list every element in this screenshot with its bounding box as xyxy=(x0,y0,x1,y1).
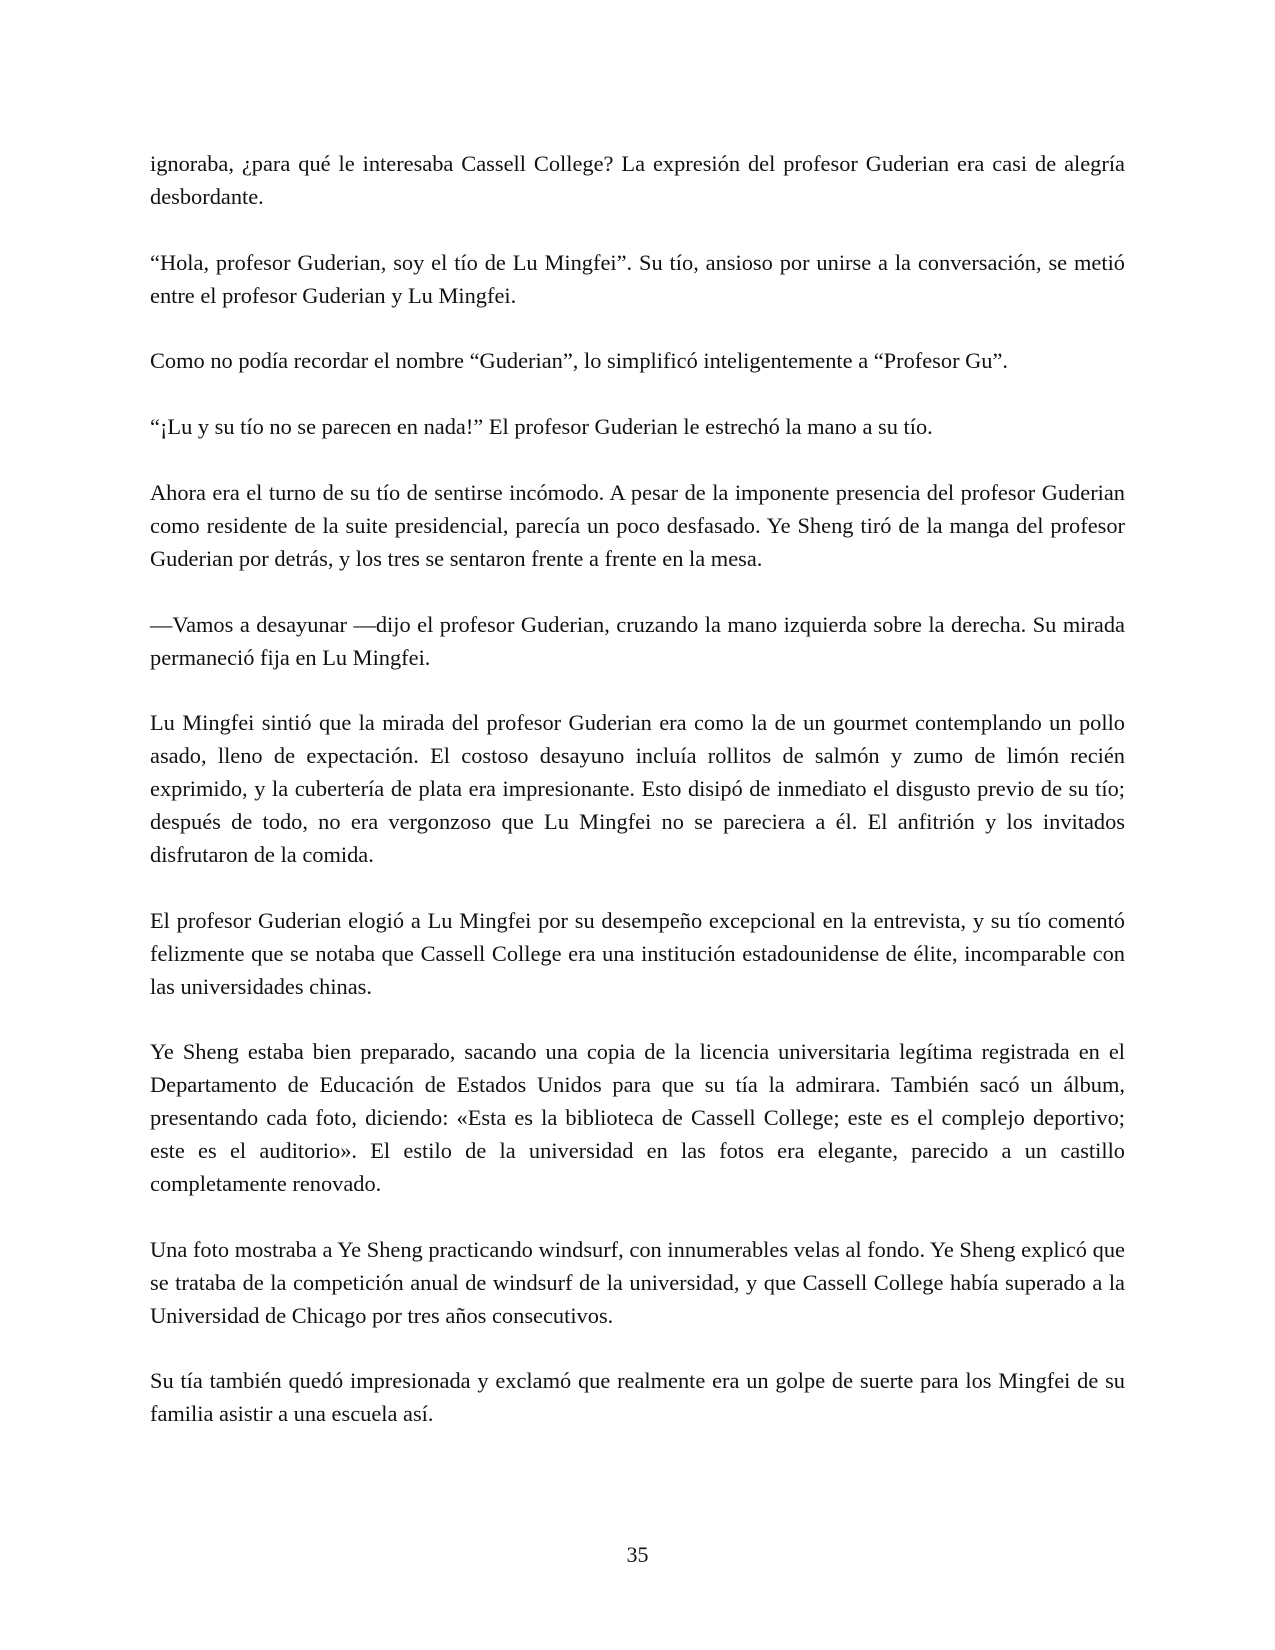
paragraph-8: El profesor Guderian elogió a Lu Mingfei por su desempeño excepcional en la entrevista, y su tío comentó felizmente que se notaba que Cassell College era una institución estadounidense de élite, incomparable con las universidades chinas. xyxy=(150,907,1125,999)
paragraph-9: Ye Sheng estaba bien preparado, sacando una copia de la licencia universitaria legítima registrada en el Departamento de Educación de Estados Unidos para que su tía la admirara. También sacó un álbum, presentando cada foto, diciendo: «Esta es la biblioteca de Cassell College; este es el complejo deportivo; este es el auditorio». El estilo de la universidad en las fotos era elegante, parecido a un castillo completamente renovado. xyxy=(150,1039,1125,1196)
paragraph-6: —Vamos a desayunar —dijo el profesor Guderian, cruzando la mano izquierda sobre la derecha. Su mirada permaneció fija en Lu Mingfei. xyxy=(150,611,1125,670)
paragraph-5: Ahora era el turno de su tío de sentirse incómodo. A pesar de la imponente presencia del profesor Guderian como residente de la suite presidencial, parecía un poco desfasado. Ye Sheng tiró de la manga del profesor Guderian por detrás, y los tres se sentaron frente a frente en la mesa. xyxy=(150,480,1125,571)
paragraph-1: ignoraba, ¿para qué le interesaba Cassell College? La expresión del profesor Guderian era casi de alegría desbordante. xyxy=(150,151,1125,209)
paragraph-3: Como no podía recordar el nombre “Guderian”, lo simplificó inteligentemente a “Profesor Gu”. xyxy=(150,348,1009,374)
page-number: 35 xyxy=(626,1542,649,1567)
paragraph-4: “¡Lu y su tío no se parecen en nada!” El profesor Guderian le estrechó la mano a su tío. xyxy=(150,414,933,440)
paragraph-10: Una foto mostraba a Ye Sheng practicando windsurf, con innumerables velas al fondo. Ye Sheng explicó que se trataba de la competición anual de windsurf de la universidad, y que Cassell College había superado a la Universidad de Chicago por tres años consecutivos. xyxy=(150,1236,1125,1328)
body-text xyxy=(150,148,1125,1464)
paragraph-2: “Hola, profesor Guderian, soy el tío de Lu Mingfei”. Su tío, ansioso por unirse a la conversación, se metió entre el profesor Guderian y Lu Mingfei. xyxy=(150,249,1125,308)
paragraph-7: Lu Mingfei sintió que la mirada del profesor Guderian era como la de un gourmet contemplando un pollo asado, lleno de expectación. El costoso desayuno incluía rollitos de salmón y zumo de limón recién exprimido, y la cubertería de plata era impresionante. Esto disipó de inmediato el disgusto previo de su tío; después de todo, no era vergonzoso que Lu Mingfei no se pareciera a él. El anfitrión y los invitados disfrutaron de la comida. xyxy=(150,710,1125,867)
paragraph-11: Su tía también quedó impresionada y exclamó que realmente era un golpe de suerte para los Mingfei de su familia asistir a una escuela así. xyxy=(150,1368,1125,1427)
